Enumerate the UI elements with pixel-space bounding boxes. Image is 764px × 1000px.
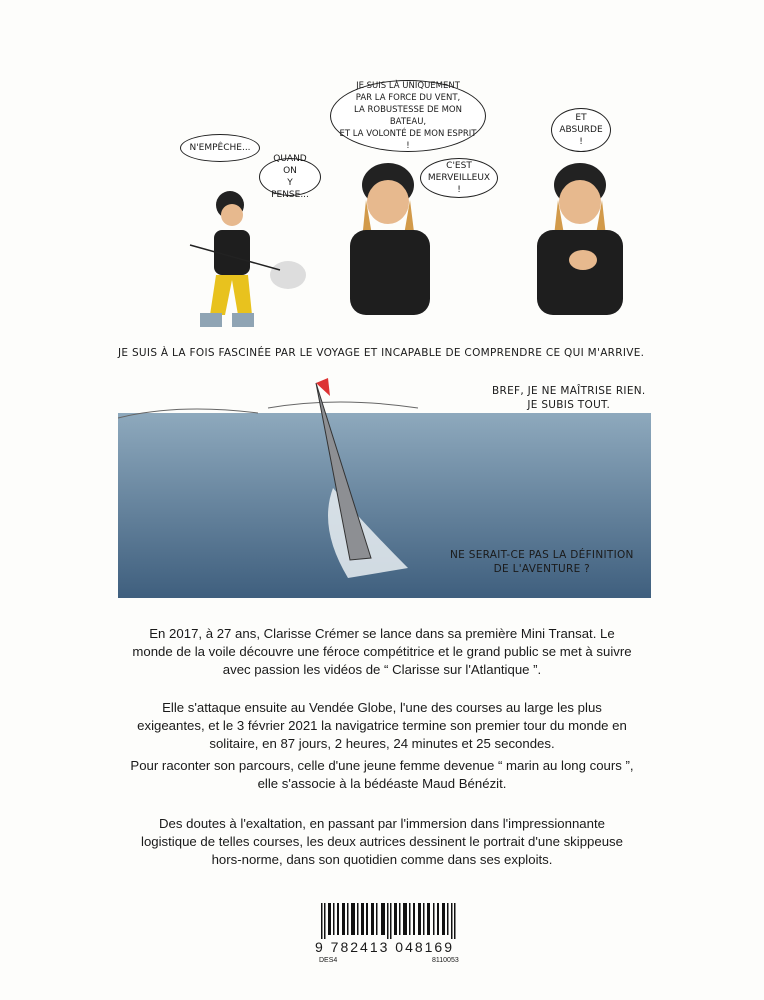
speech-bubble: JE SUIS LÀ UNIQUEMENT PAR LA FORCE DU VENT, LA ROBUSTESSE DE MON BATEAU, ET LA VOLONTÉ DE MON ESPRIT !: [330, 80, 486, 152]
speech-bubble: ET ABSURDE !: [551, 108, 611, 152]
blurb-paragraph: Elle s'attaque ensuite au Vendée Globe, l'une des courses au large les plus exigeantes, et le 3 février 2021 la navigatrice termine son premier tour du monde en solitaire, en 87 jours, 2 heures, 24 minutes et 25 secondes.: [137, 700, 627, 751]
product-code-right: 8110053: [432, 957, 459, 964]
speech-bubble: C'EST MERVEILLEUX !: [420, 158, 498, 198]
sailor-figure-hands-clasped: [525, 160, 635, 320]
blurb-paragraph: Des doutes à l'exaltation, en passant par l'immersion dans l'impressionnante logistique de telles courses, les deux autrices dessinent le portrait d'une skippeuse hors-norme, dans son quotidien comme dans ses exploits.: [141, 816, 623, 867]
blurb-paragraph: En 2017, à 27 ans, Clarisse Crémer se lance dans sa première Mini Transat. Le monde de la voile découvre une féroce compétitrice et le grand public se met à suivre avec passion les vidéos de “ Clarisse sur l'Atlantique ”.: [132, 626, 632, 677]
speech-bubble: N'EMPÊCHE...: [180, 134, 260, 162]
isbn-number: 9 782413 048169: [315, 939, 454, 955]
narration-caption: JE SUIS À LA FOIS FASCINÉE PAR LE VOYAGE ET INCAPABLE DE COMPRENDRE CE QUI M'ARRIVE.: [118, 347, 645, 359]
blurb-paragraph: Pour raconter son parcours, celle d'une jeune femme devenue “ marin au long cours ”, elle s'associe à la bédéaste Maud Bénézit.: [130, 758, 634, 791]
narration-caption: NE SERAIT-CE PAS LA DÉFINITION DE L'AVENTURE ?: [450, 549, 634, 575]
barcode: [321, 903, 456, 939]
product-code-left: DES4: [319, 957, 338, 964]
speech-bubble: QUAND ON Y PENSE...: [259, 158, 321, 196]
narration-caption: BREF, JE NE MAÎTRISE RIEN. JE SUBIS TOUT.: [492, 385, 646, 411]
sailor-figure-pulling-rope: [170, 175, 310, 335]
sailor-figure-speaking: [340, 160, 440, 320]
